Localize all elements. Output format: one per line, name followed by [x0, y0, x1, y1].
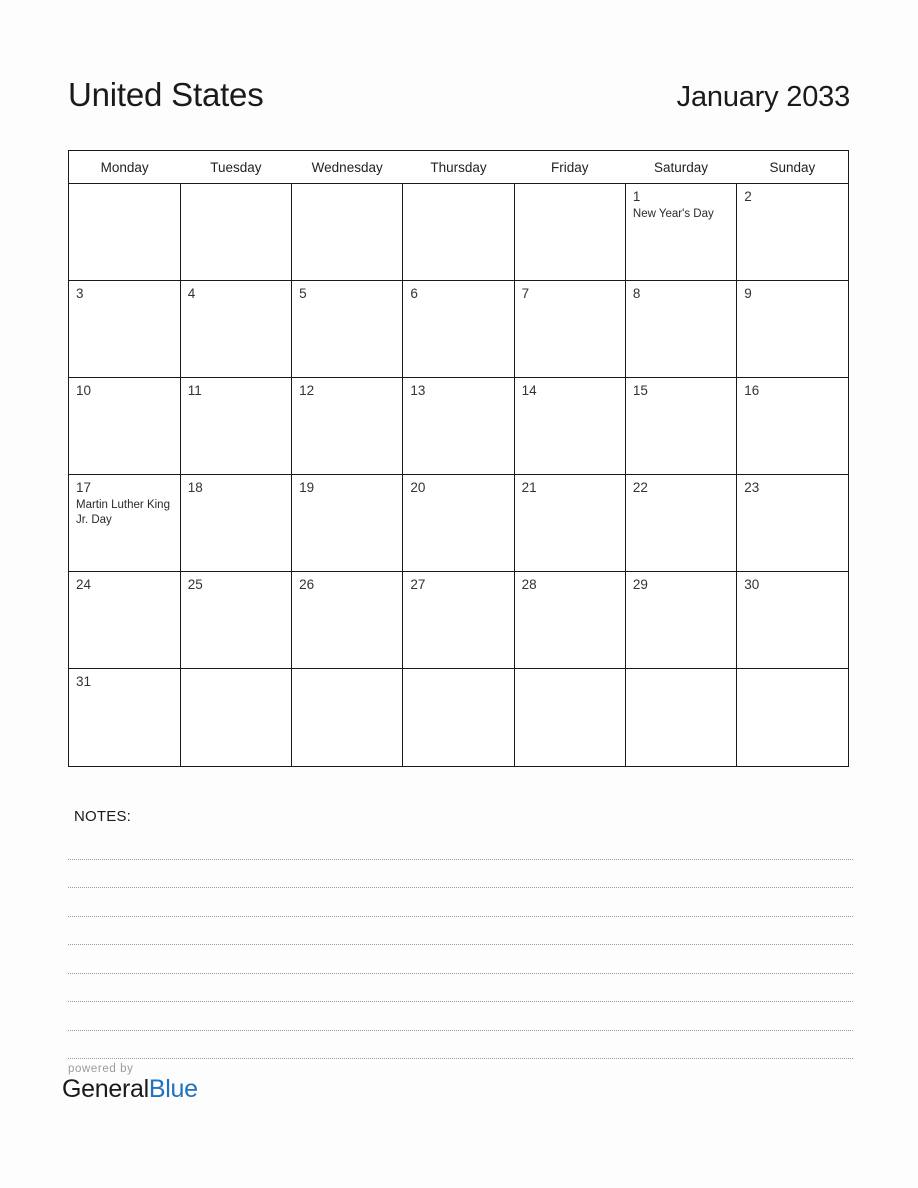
day-number: 22: [632, 480, 648, 495]
day-number: 26: [299, 577, 315, 592]
note-line[interactable]: [68, 1031, 853, 1060]
calendar-table: [69, 151, 848, 766]
page-header: [68, 78, 850, 126]
calendar-week-row: [69, 572, 848, 669]
day-number: 8: [632, 286, 641, 301]
day-number: 19: [299, 480, 315, 495]
calendar-day-cell[interactable]: [737, 475, 848, 572]
day-number: 9: [744, 286, 752, 301]
calendar-body: [69, 184, 848, 766]
day-number: 5: [299, 286, 307, 301]
day-number: 2: [744, 189, 752, 204]
calendar-day-cell[interactable]: [180, 475, 291, 572]
calendar-day-cell-empty[interactable]: [180, 184, 291, 281]
day-number: 13: [410, 383, 426, 398]
day-number: 11: [187, 383, 202, 398]
day-number: 24: [76, 577, 92, 592]
calendar-day-cell[interactable]: [180, 572, 291, 669]
month-year-title: January 2033: [676, 81, 850, 113]
day-number: 4: [187, 286, 196, 301]
notes-lines: [68, 831, 853, 1059]
calendar-day-cell[interactable]: [625, 184, 736, 281]
calendar-day-cell[interactable]: [403, 378, 514, 475]
calendar-day-cell[interactable]: [514, 475, 625, 572]
calendar-day-cell-empty[interactable]: [737, 669, 848, 766]
region-title: United States: [68, 76, 264, 113]
weekday-header-saturday: Saturday: [625, 151, 736, 184]
calendar-day-cell[interactable]: [625, 475, 736, 572]
day-number: 15: [632, 383, 648, 398]
note-line[interactable]: [68, 945, 853, 974]
calendar-grid: [68, 150, 849, 767]
calendar-day-cell[interactable]: [403, 572, 514, 669]
day-number: 14: [521, 383, 537, 398]
note-line[interactable]: [68, 974, 853, 1003]
day-number: 6: [410, 286, 418, 301]
calendar-day-cell-empty[interactable]: [292, 184, 403, 281]
day-number: 23: [744, 480, 760, 495]
calendar-day-cell-empty[interactable]: [514, 184, 625, 281]
day-number: 7: [521, 286, 530, 301]
calendar-day-cell-empty[interactable]: [514, 669, 625, 766]
calendar-day-cell[interactable]: [292, 378, 403, 475]
calendar-day-cell-empty[interactable]: [69, 184, 180, 281]
day-number: 25: [187, 577, 203, 592]
weekday-header-tuesday: Tuesday: [180, 151, 291, 184]
calendar-day-cell[interactable]: [292, 475, 403, 572]
day-number: 21: [521, 480, 537, 495]
calendar-day-cell-empty[interactable]: [403, 184, 514, 281]
brand-name-first: General: [62, 1075, 149, 1103]
calendar-day-cell[interactable]: [403, 475, 514, 572]
calendar-day-cell[interactable]: [292, 572, 403, 669]
calendar-day-cell-empty[interactable]: [180, 669, 291, 766]
calendar-day-cell[interactable]: [625, 281, 736, 378]
holiday-label: Martin Luther King Jr. Day: [76, 499, 170, 526]
calendar-day-cell[interactable]: [292, 281, 403, 378]
powered-by-label: powered by: [68, 1063, 134, 1075]
calendar-day-cell-empty[interactable]: [292, 669, 403, 766]
note-line[interactable]: [68, 917, 853, 946]
calendar-day-cell[interactable]: [69, 378, 180, 475]
weekday-row: [69, 151, 848, 184]
calendar-day-cell[interactable]: [737, 378, 848, 475]
notes-section: [68, 808, 853, 1059]
calendar-day-cell[interactable]: [69, 475, 180, 572]
calendar-week-row: [69, 378, 848, 475]
calendar-week-row: [69, 184, 848, 281]
day-number: 10: [76, 383, 92, 398]
calendar-week-row: [69, 475, 848, 572]
calendar-day-cell[interactable]: [625, 572, 736, 669]
calendar-day-cell-empty[interactable]: [403, 669, 514, 766]
day-number: 31: [76, 674, 92, 689]
day-number: 29: [632, 577, 648, 592]
note-line[interactable]: [68, 888, 853, 917]
day-number: 12: [299, 383, 315, 398]
weekday-header-wednesday: Wednesday: [292, 151, 403, 184]
day-number: 30: [744, 577, 760, 592]
weekday-header-sunday: Sunday: [737, 151, 848, 184]
day-number: 17: [76, 480, 92, 495]
calendar-day-cell[interactable]: [737, 281, 848, 378]
weekday-header-thursday: Thursday: [403, 151, 514, 184]
calendar-day-cell[interactable]: [69, 669, 180, 766]
day-number: 20: [410, 480, 426, 495]
calendar-day-cell[interactable]: [69, 281, 180, 378]
day-number: 1: [632, 189, 641, 204]
calendar-day-cell[interactable]: [69, 572, 180, 669]
day-number: 16: [744, 383, 760, 398]
calendar-day-cell[interactable]: [180, 281, 291, 378]
calendar-day-cell[interactable]: [737, 184, 848, 281]
footer-logo: [62, 1063, 198, 1102]
weekday-header-friday: Friday: [514, 151, 625, 184]
calendar-day-cell[interactable]: [514, 281, 625, 378]
holiday-label: New Year's Day: [632, 208, 714, 220]
calendar-day-cell[interactable]: [737, 572, 848, 669]
brand-name-second: Blue: [148, 1075, 198, 1103]
note-line[interactable]: [68, 1002, 853, 1031]
note-line[interactable]: [68, 860, 853, 889]
calendar-day-cell[interactable]: [625, 378, 736, 475]
note-line[interactable]: [68, 831, 853, 860]
calendar-week-row: [69, 669, 848, 766]
day-number: 27: [410, 577, 426, 592]
calendar-day-cell-empty[interactable]: [625, 669, 736, 766]
notes-label: NOTES:: [74, 808, 132, 825]
day-number: 3: [76, 286, 84, 301]
calendar-day-cell[interactable]: [514, 378, 625, 475]
weekday-header-monday: Monday: [69, 151, 180, 184]
brand-name: [62, 1076, 198, 1102]
calendar-header-row: [69, 151, 848, 184]
day-number: 18: [187, 480, 203, 495]
day-number: 28: [521, 577, 537, 592]
calendar-day-cell[interactable]: [514, 572, 625, 669]
calendar-day-cell[interactable]: [403, 281, 514, 378]
calendar-week-row: [69, 281, 848, 378]
calendar-day-cell[interactable]: [180, 378, 291, 475]
